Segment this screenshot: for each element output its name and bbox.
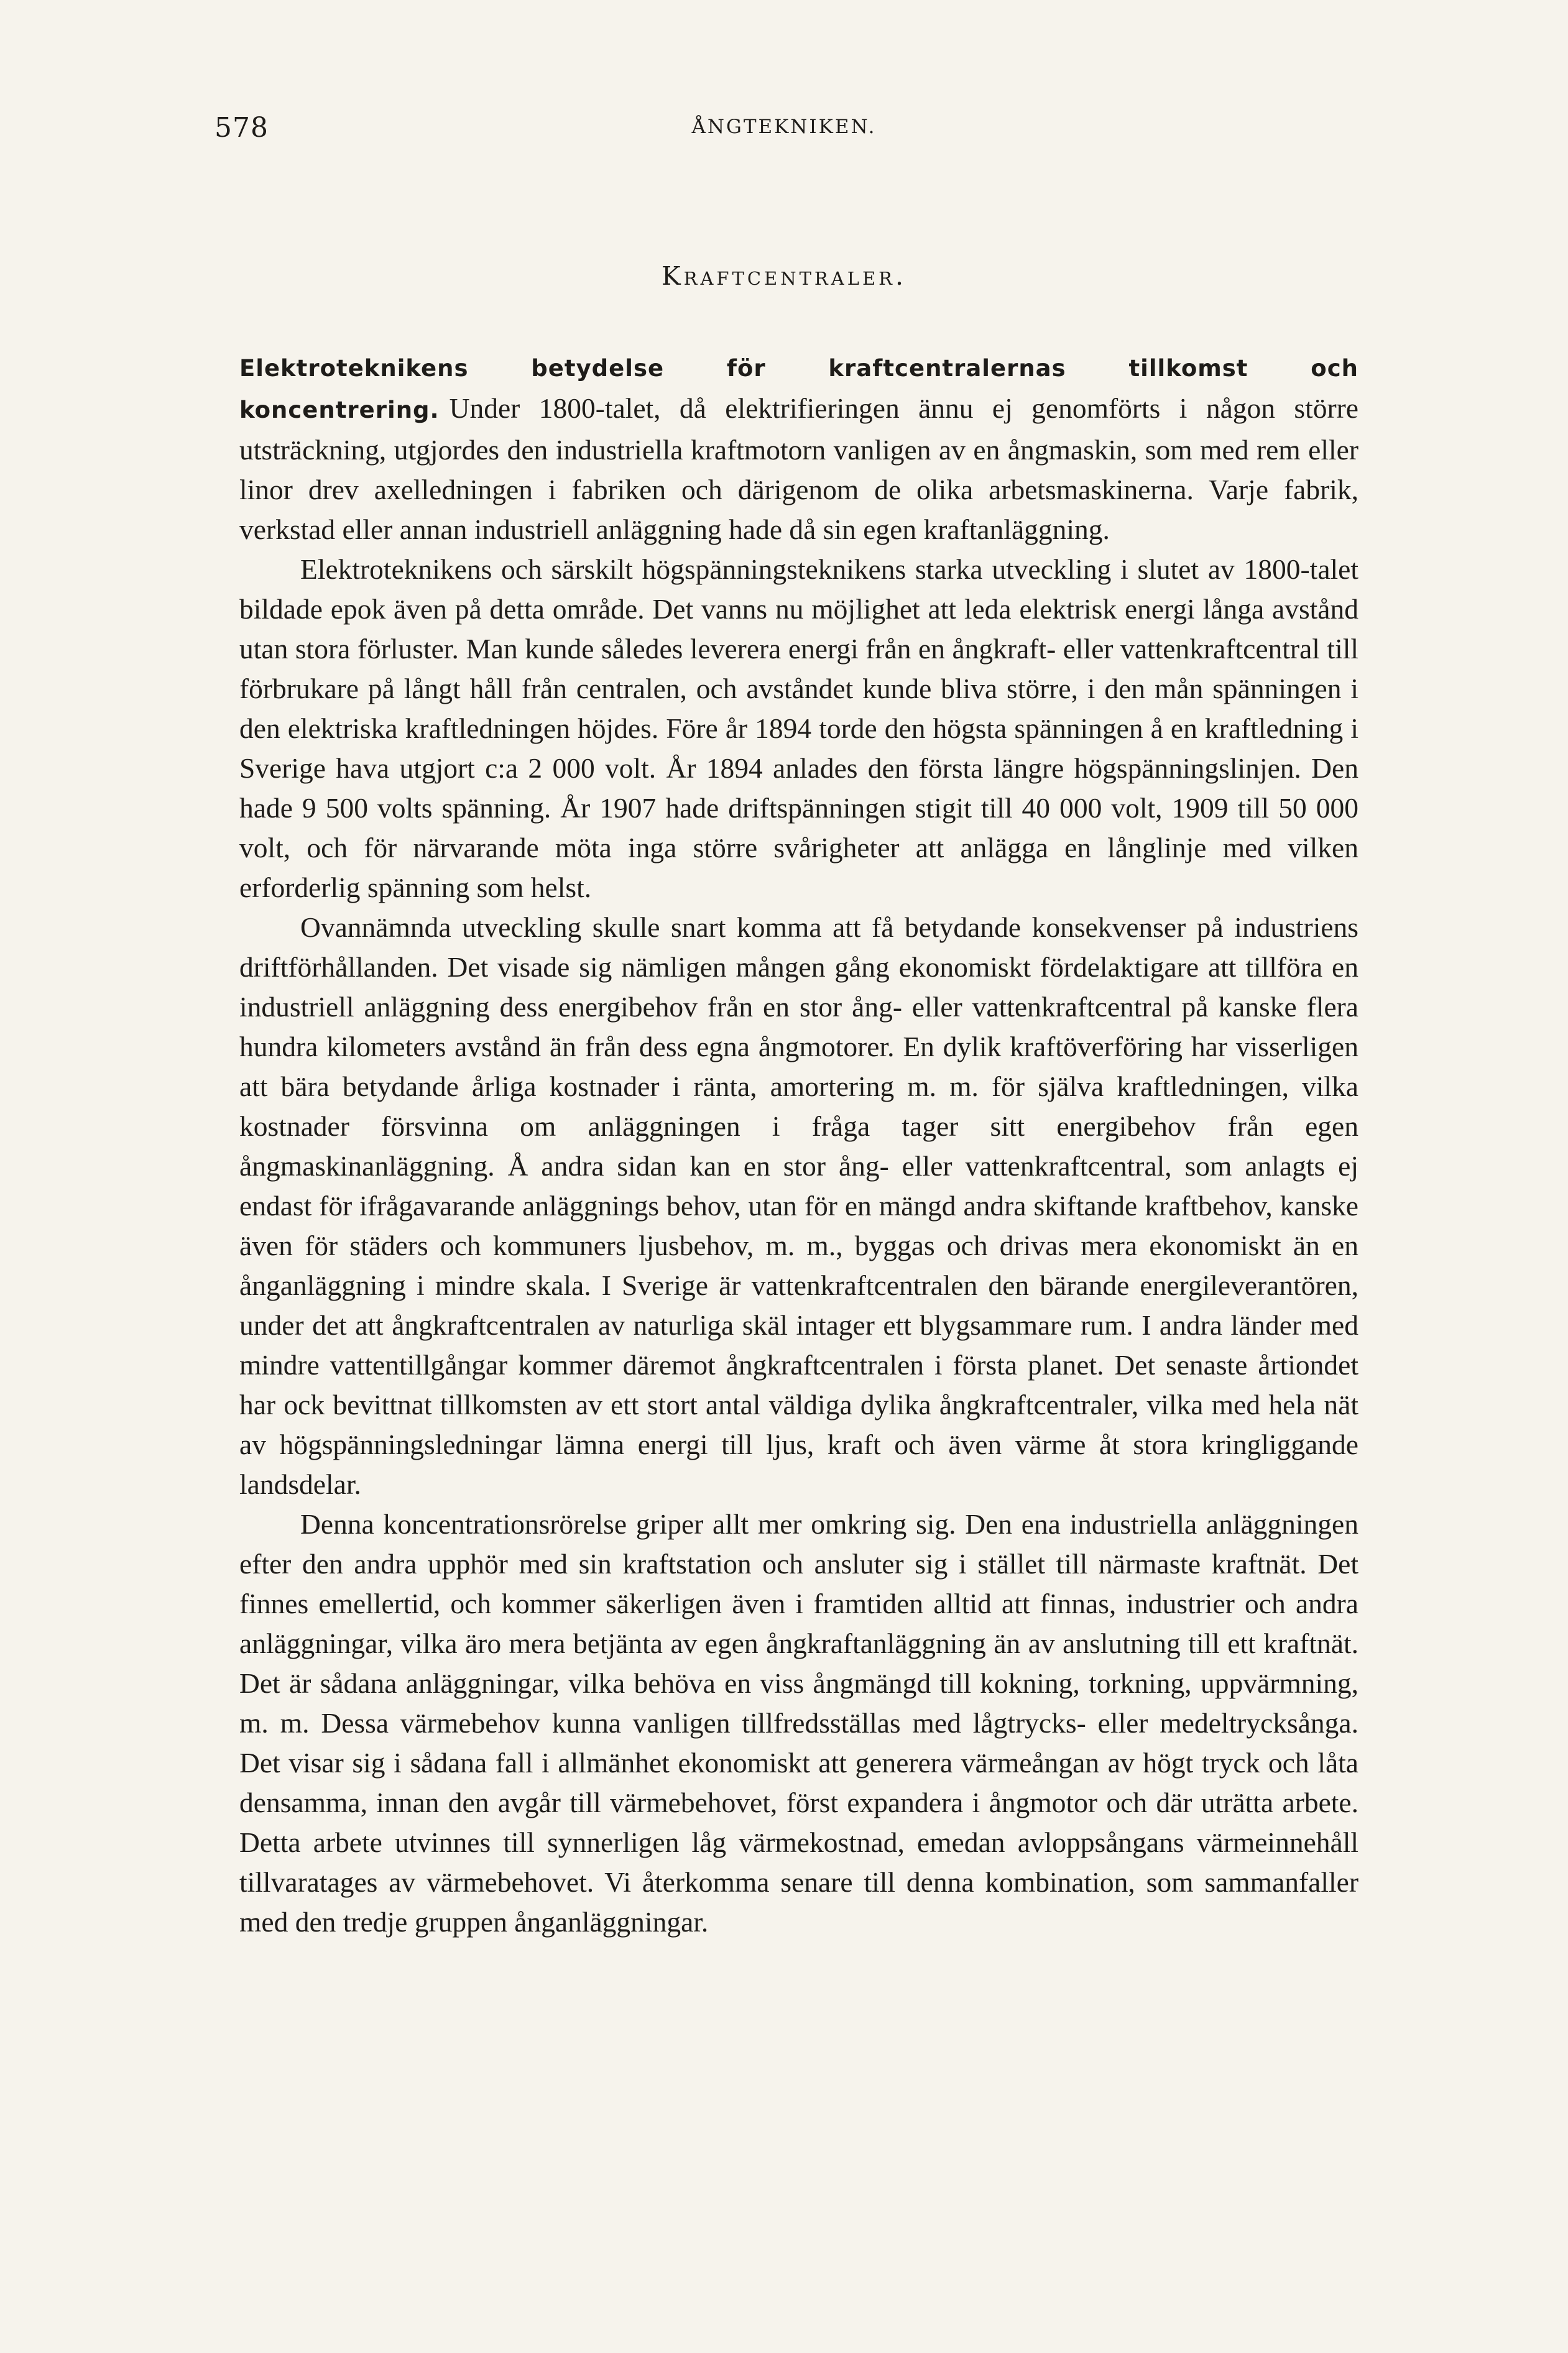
section-title: Kraftcentraler. <box>661 261 907 291</box>
body-text <box>239 347 1358 1942</box>
paragraph-2: Elektroteknikens och särskilt högspänningsteknikens starka utveckling i slutet av 1800-talet bildade epok även på detta område. Det vanns nu möjlighet att leda elektrisk energi långa avstånd utan stora förluster. Man kunde således leverera energi från en ångkraft- eller vattenkraftcentral till förbrukare på långt håll från centralen, och avståndet kunde bliva större, i den mån spänningen i den elektriska kraftledningen höjdes. Före år 1894 torde den högsta spänningen å en kraftledning i Sverige hava utgjort c:a 2 000 volt. År 1894 anlades den första längre högspänningslinjen. Den hade 9 500 volts spänning. År 1907 hade driftspänningen stigit till 40 000 volt, 1909 till 50 000 volt, och för närvarande möta inga större svårigheter att anlägga en långlinje med vilken erforderlig spänning som helst. <box>239 553 1358 903</box>
running-head <box>0 112 1568 149</box>
paragraph-3: Ovannämnda utveckling skulle snart komma att få betydande konsekvenser på industriens driftförhållanden. Det visade sig nämligen mången gång ekonomiskt fördelaktigare att tillföra en industriell anläggning dess energibehov från en stor ång- eller vattenkraftcentral på kanske flera hundra kilometers avstånd än från dess egna ångmotorer. En dylik kraftöverföring har visserligen att bära betydande årliga kostnader i ränta, amortering m. m. för själva kraftledningen, vilka kostnader försvinna om anläggningen i fråga tager sitt energibehov från egen ångmaskinanläggning. Å andra sidan kan en stor ång- eller vattenkraftcentral, som anlagts ej endast för ifrågavarande anläggnings behov, utan för en mängd andra skiftande kraftbehov, kanske även för städers och kommuners ljusbehov, m. m., byggas och drivas mera ekonomiskt än en ånganläggning i mindre skala. I Sverige är vattenkraftcentralen den bärande energileverantören, under det att ångkraftcentralen av naturliga skäl intager ett blygsammare rum. I andra länder med mindre vattentillgångar kommer däremot ångkraftcentralen i första planet. Det senaste årtiondet har ock bevittnat tillkomsten av ett stort antal väldiga dylika ångkraftcentraler, vilka med hela nät av högspänningsledningar lämna energi till ljus, kraft och även värme åt stora kringliggande landsdelar. <box>239 911 1358 1500</box>
running-title: ÅNGTEKNIKEN. <box>691 116 877 138</box>
page-number: 578 <box>214 112 269 144</box>
paragraph-4: Denna koncentrationsrörelse griper allt mer omkring sig. Den ena industriella anläggningen efter den andra upphör med sin kraftstation och ansluter sig i stället till närmaste kraftnät. Det finnes emellertid, och kommer säkerligen även i framtiden alltid att finnas, industrier och andra anläggningar, vilka äro mera betjänta av egen ångkraftanläggning än av anslutning till ett kraftnät. Det är sådana anläggningar, vilka behöva en viss ångmängd till kokning, torkning, uppvärmning, m. m. Dessa värmebehov kunna vanligen tillfredsställas med lågtrycks- eller medeltrycksånga. Det visar sig i sådana fall i allmänhet ekonomiskt att generera värmeångan av högt tryck och låta densamma, innan den avgår till värmebehovet, först expandera i ångmotor och där uträtta arbete. Detta arbete utvinnes till synnerligen låg värmekostnad, emedan avloppsångans värmeinnehåll tillvaratages av värmebehovet. Vi återkomma senare till denna kombination, som sammanfaller med den tredje gruppen ånganläggningar. <box>239 1508 1358 1938</box>
lead-heading: Elektroteknikens betydelse för kraftcentralernas tillkomst och koncentrering. <box>239 355 1358 423</box>
paragraph-1 <box>239 347 1358 550</box>
paragraph-1-text: Under 1800-talet, då elektrifieringen ännu ej genomförts i någon större utsträckning, utgjordes den industriella kraftmotorn vanligen av en ångmaskin, som med rem eller linor drev axelledningen i fabriken och därigenom de olika arbetsmaskinerna. Varje fabrik, verkstad eller annan industriell anläggning hade då sin egen kraftanläggning. <box>239 392 1358 545</box>
